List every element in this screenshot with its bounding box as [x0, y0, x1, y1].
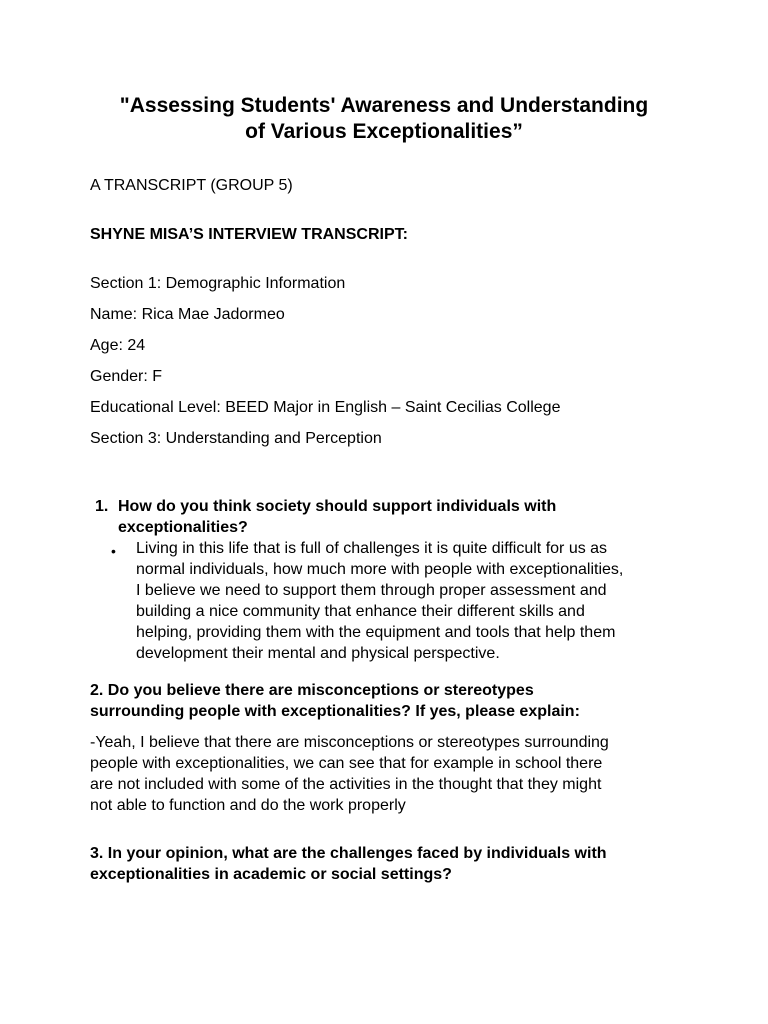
question-3-line: exceptionalities in academic or social settings?	[90, 866, 452, 883]
answer-2-line: people with exceptionalities, we can see that for example in school there	[90, 755, 603, 772]
section-3-heading: Section 3: Understanding and Perception	[90, 430, 382, 447]
transcript-subtitle: A TRANSCRIPT (GROUP 5)	[90, 177, 293, 194]
question-3	[90, 843, 690, 885]
answer-2	[90, 732, 690, 816]
answer-1-line: I believe we need to support them through proper assessment and	[136, 582, 607, 599]
demographic-education: Educational Level: BEED Major in English – Saint Cecilias College	[90, 399, 561, 416]
answer-1-line: development their mental and physical perspective.	[136, 645, 500, 662]
question-1-text	[118, 496, 678, 538]
question-1-line: exceptionalities?	[118, 519, 248, 536]
title-line-1: "Assessing Students' Awareness and Understanding	[119, 94, 649, 117]
demographic-age: Age: 24	[90, 337, 146, 354]
bullet-icon: •	[111, 543, 116, 559]
question-2-line: 2. Do you believe there are misconceptions or stereotypes	[90, 682, 534, 699]
title-line-2: of Various Exceptionalities”	[245, 120, 523, 143]
answer-1-line: Living in this life that is full of challenges it is quite difficult for us as	[136, 540, 608, 557]
answer-2-line: are not included with some of the activities in the thought that they might	[90, 776, 602, 793]
answer-2-line: not able to function and do the work properly	[90, 797, 406, 814]
question-1-number: 1.	[95, 498, 109, 515]
answer-1-line: helping, providing them with the equipment and tools that help them	[136, 624, 616, 641]
answer-1	[136, 538, 696, 664]
question-3-line: 3. In your opinion, what are the challenges faced by individuals with	[90, 845, 607, 862]
section-1-heading: Section 1: Demographic Information	[90, 275, 346, 292]
answer-1-line: building a nice community that enhance their different skills and	[136, 603, 585, 620]
question-2-line: surrounding people with exceptionalities? If yes, please explain:	[90, 703, 580, 720]
demographic-gender: Gender: F	[90, 368, 163, 385]
demographic-name: Name: Rica Mae Jadormeo	[90, 306, 285, 323]
answer-1-line: normal individuals, how much more with people with exceptionalities,	[136, 561, 624, 578]
question-1-line: How do you think society should support individuals with	[118, 498, 557, 515]
document-title	[0, 93, 768, 145]
answer-2-line: -Yeah, I believe that there are misconceptions or stereotypes surrounding	[90, 734, 609, 751]
question-2	[90, 680, 690, 722]
interview-heading: SHYNE MISA’S INTERVIEW TRANSCRIPT:	[90, 226, 408, 243]
